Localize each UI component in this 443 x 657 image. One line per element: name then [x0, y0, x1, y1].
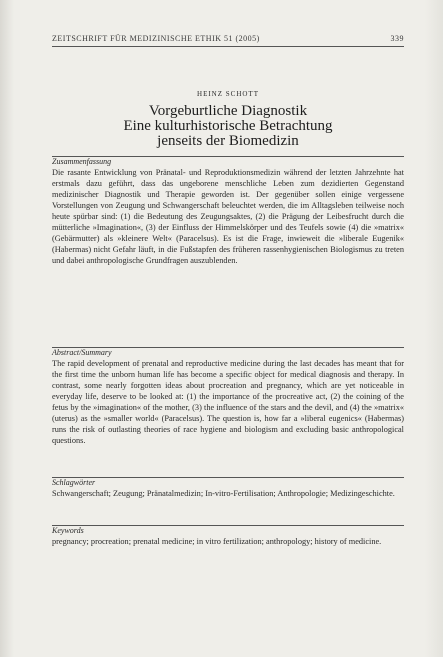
running-header — [52, 34, 404, 43]
page-number: 339 — [390, 34, 404, 43]
abstract-label: Abstract/Summary — [52, 348, 112, 357]
journal-title: ZEITSCHRIFT FÜR MEDIZINISCHE ETHIK 51 (2005) — [52, 34, 260, 43]
title-line-3: jenseits der Biomedizin — [157, 133, 299, 149]
header-rule — [52, 46, 404, 47]
title-line-1: Vorgeburtliche Diagnostik — [148, 103, 308, 119]
zusammenfassung-section — [52, 157, 404, 266]
zusammenfassung-label: Zusammenfassung — [52, 157, 112, 166]
keywords-text: pregnancy; procreation; prenatal medicine; in vitro fertilization; anthropology; history of medicine. — [52, 537, 382, 546]
keywords-section — [52, 526, 404, 547]
abstract-text: The rapid development of prenatal and reproductive medicine during the last decades has meant that for the first time the unborn human life has become a specific object for medical diagnosis and therapy. In contrast, some nearly forgotten ideas about procreation and pregnancy, which are yet noticeable in everyday life, deserve to be looked at: (1) the importance of the procreative act, (2) the coining of the fetus by the »imagination« of the mother, (3) the influence of the stars and the devil, and (4) the »matrix« (uterus) as the »smaller world« (Paracelsus). The question is, how far a »liberal eugenics« (Habermas) runs the risk of outlasting theories of race hygiene and biologism and excluding basic anthropological questions. — [52, 359, 404, 445]
schlagwoerter-label: Schlagwörter — [52, 478, 96, 487]
keywords-label: Keywords — [52, 526, 84, 535]
title-line-2: Eine kulturhistorische Betrachtung — [123, 118, 333, 134]
schlagwoerter-text: Schwangerschaft; Zeugung; Pränatalmedizin; In-vitro-Fertilisation; Anthropologie; Medizingeschichte. — [52, 489, 395, 498]
abstract-section — [52, 348, 404, 446]
article-title — [52, 104, 404, 149]
author-name: HEINZ SCHOTT — [197, 90, 259, 98]
zusammenfassung-text: Die rasante Entwicklung von Pränatal- und Reproduktionsmedizin während der letzten Jahrzehnte hat erstmals dazu geführt, dass das ungeborene menschliche Leben zum dezidierten Gegenstand medizinischer Diagnostik und Therapie geworden ist. Der gegenüber sollen einige vergessene Vorstellungen von Zeugung und Schwangerschaft beleuchtet werden, die im Alltagsleben teilweise noch heute spürbar sind: (1) die Bedeutung des Zeugungsaktes, (2) die Prägung der Leibesfrucht durch die mütterliche »Imagination«, (3) der Einfluss der Himmelskörper und des Teufels sowie (4) die »matrix« (Gebärmutter) als »kleinere Welt« (Paracelsus). Es ist die Frage, inwieweit die »liberale Eugenik« (Habermas) nicht Gefahr läuft, in die Fußstapfen des früheren rassenhygienischen Biologismus zu treten und dabei anthropologische Grundfragen auszublenden. — [52, 168, 404, 265]
schlagwoerter-section — [52, 478, 404, 499]
